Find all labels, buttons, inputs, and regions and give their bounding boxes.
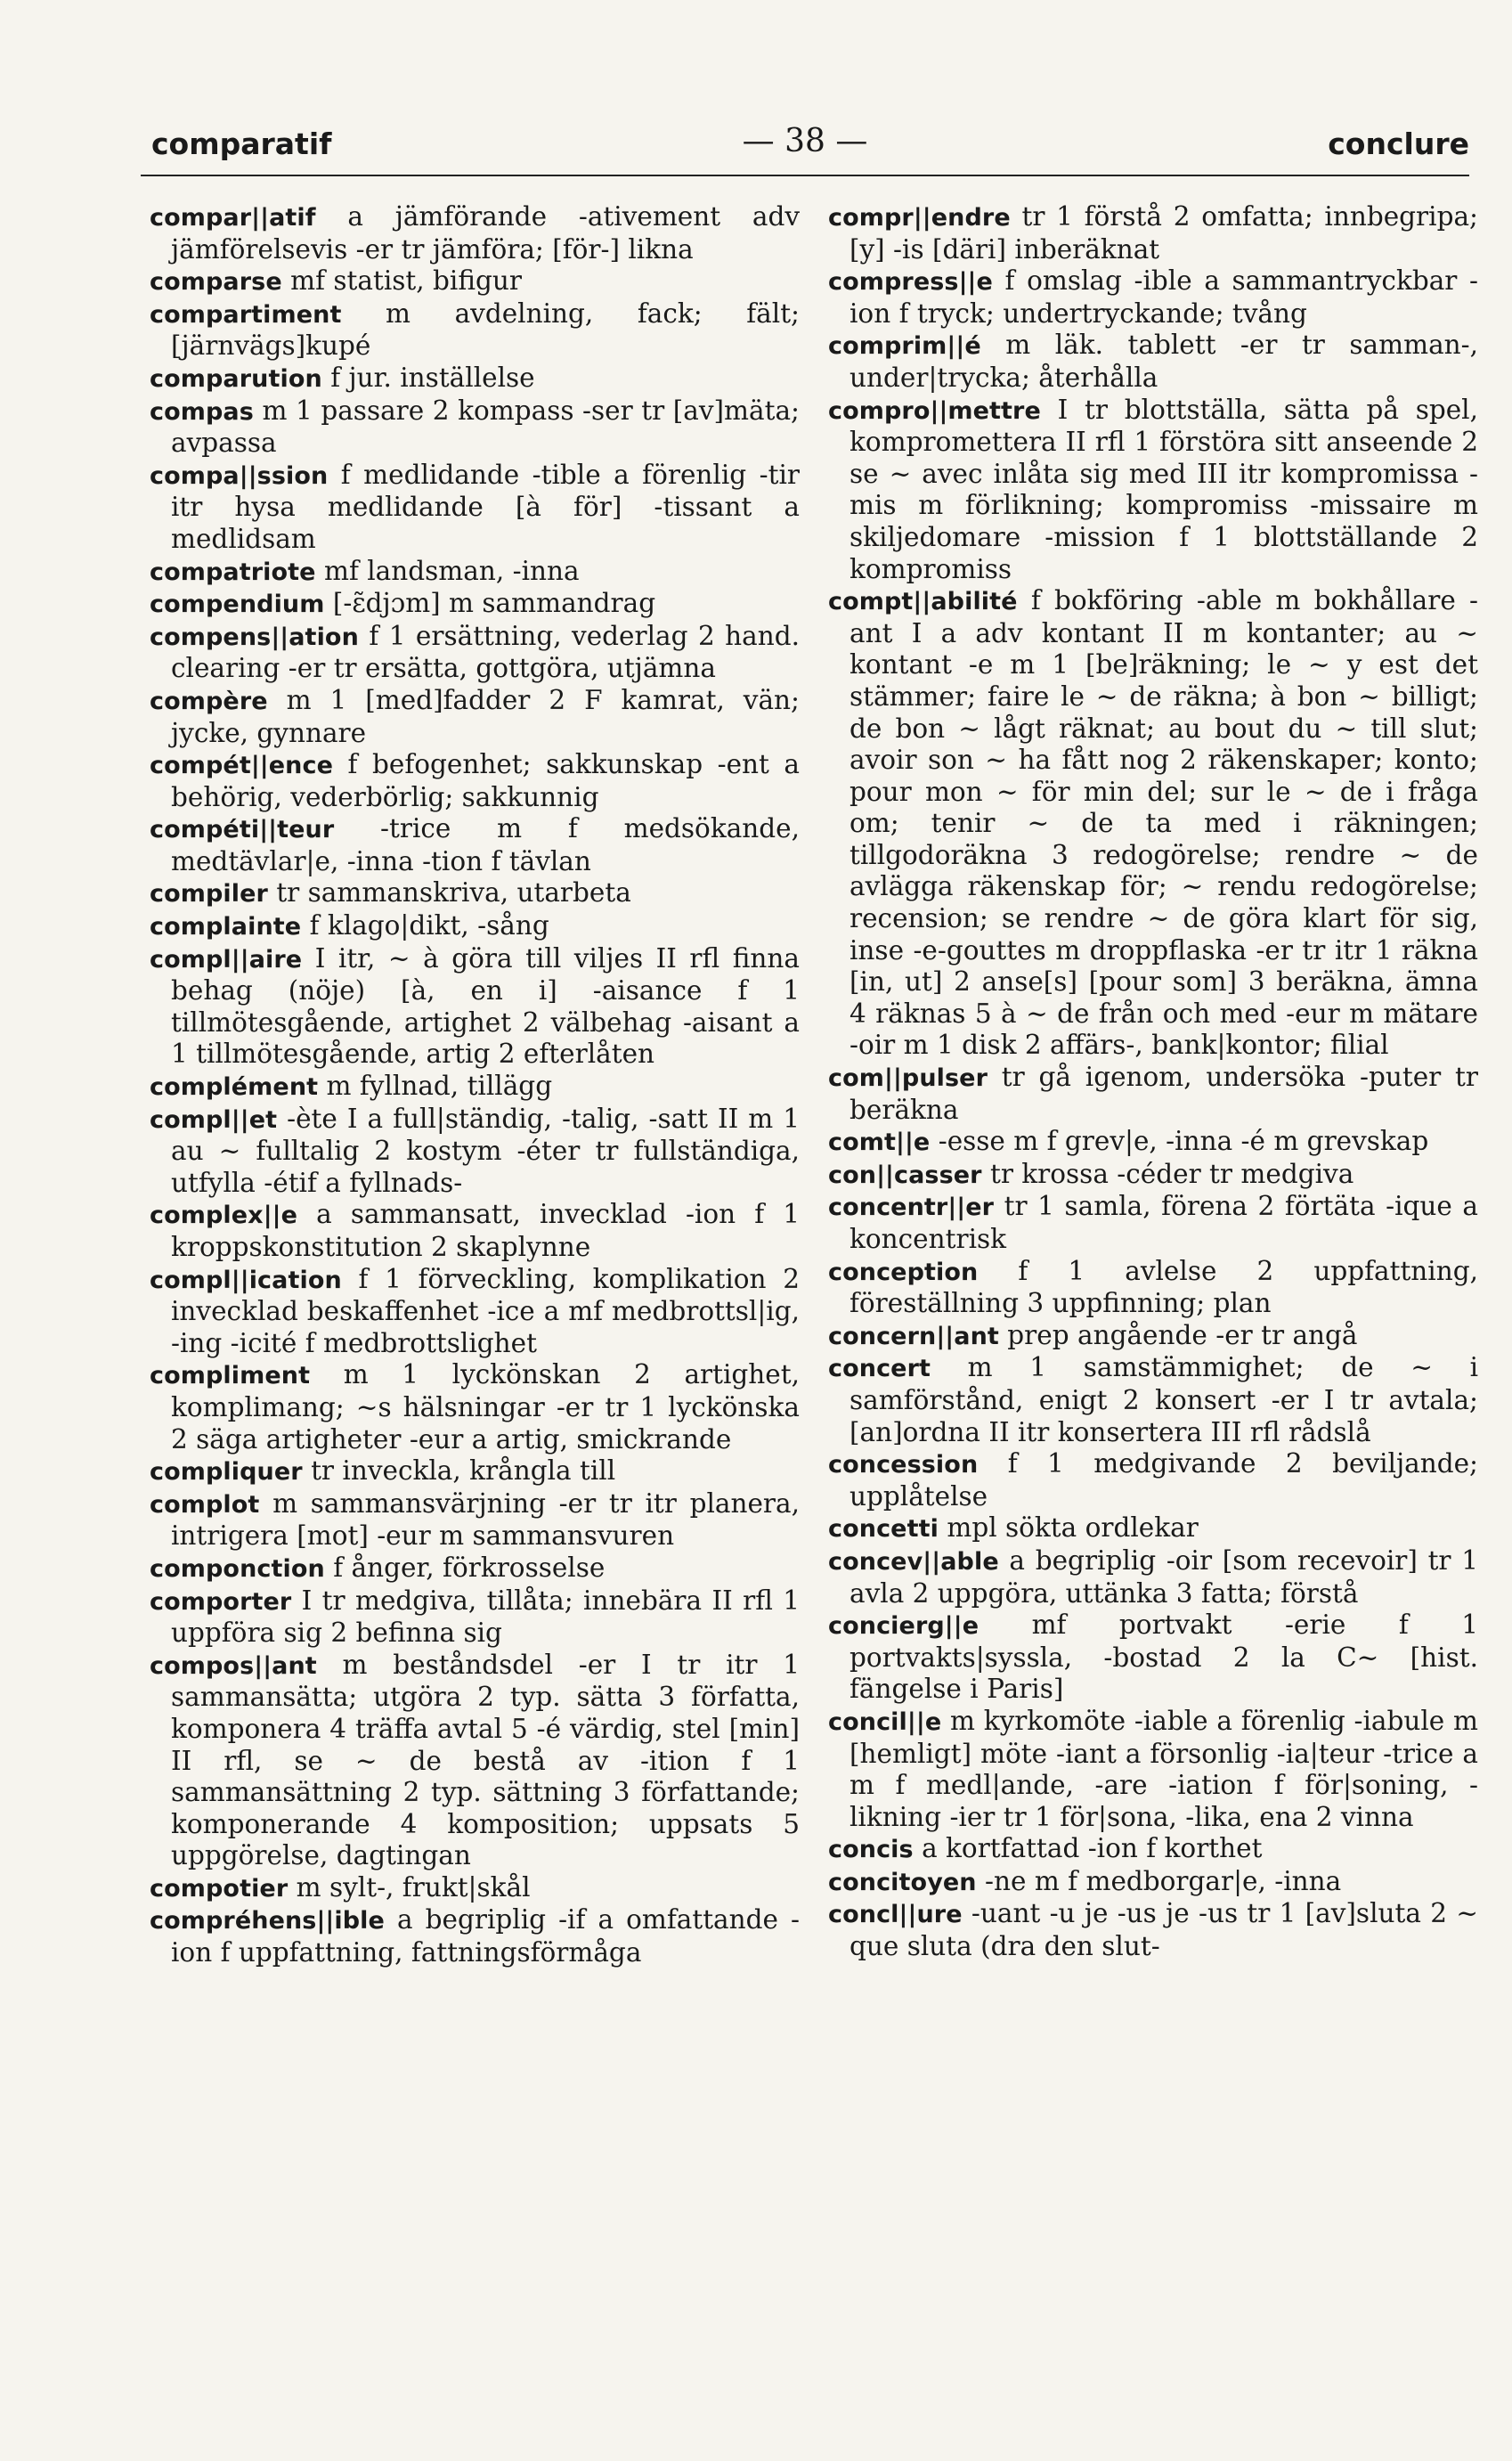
entry-headword: concern||ant [828, 1322, 999, 1350]
entry-headword: concis [828, 1836, 914, 1864]
entry-definition: m fyllnad, tillägg [318, 1071, 553, 1102]
entry-definition: f befogenhet; sakkunskap -ent a behörig, vederbörlig; sakkunnig [171, 749, 800, 812]
dictionary-entry [150, 1071, 800, 1104]
entry-headword: concentr||er [828, 1194, 995, 1222]
entry-headword: comt||e [828, 1129, 931, 1157]
dictionary-entry [828, 395, 1478, 586]
entry-headword: complot [150, 1490, 260, 1519]
entry-headword: comporter [150, 1587, 292, 1616]
header-last-word: conclure [1328, 126, 1469, 161]
dictionary-entry [150, 298, 800, 363]
entry-definition: m 1 samstämmighet; de ~ i samförstånd, enigt 2 konsert -er I tr avtala; [an]ordna II itr konsertera III rfl rådslå [849, 1352, 1478, 1447]
dictionary-entry [150, 943, 800, 1071]
entry-definition: mf statist, bifigur [281, 265, 522, 297]
dictionary-entry [150, 1904, 800, 1968]
dictionary-entry [150, 1872, 800, 1905]
dictionary-entry [828, 1320, 1478, 1353]
entry-headword: concierg||e [828, 1612, 980, 1641]
entry-definition: f jur. inställelse [321, 362, 535, 393]
entry-definition: m beståndsdel -er I tr itr 1 sammansätta; utgöra 2 typ. sätta 3 författa, komponera 4 träffa avtal 5 -é värdig, stel [min] II rfl, se ~ de bestå av -ition f 1 sammansättning 2 typ. sättning 3 författande; komponerande 4 komposition; uppsats 5 uppgörelse, dagtingan [171, 1649, 800, 1871]
dictionary-entry [828, 201, 1478, 265]
dictionary-entry [828, 1866, 1478, 1899]
dictionary-entry [828, 1191, 1478, 1255]
entry-headword: concl||ure [828, 1901, 963, 1929]
entry-headword: concitoyen [828, 1868, 977, 1896]
entry-definition: mpl sökta ordlekar [938, 1512, 1199, 1544]
entry-definition: f ånger, förkrosselse [324, 1552, 606, 1583]
page-header [141, 123, 1469, 167]
entry-headword: compl||aire [150, 945, 303, 974]
dictionary-entry [150, 1359, 800, 1455]
dictionary-entry [150, 1104, 800, 1200]
entry-definition: mf portvakt -erie f 1 portvakts|syssla, -bostad 2 la C~ [hist. fängelse i Paris] [849, 1609, 1478, 1705]
dictionary-entry [828, 1159, 1478, 1192]
entry-headword: compl||et [150, 1105, 278, 1134]
entry-headword: concil||e [828, 1707, 942, 1736]
entry-headword: compar||atif [150, 204, 316, 232]
dictionary-entry [828, 1512, 1478, 1545]
dictionary-entry [150, 1455, 800, 1488]
entry-headword: compt||abilité [828, 588, 1018, 616]
entry-headword: compa||ssion [150, 461, 329, 490]
entry-headword: compress||e [828, 268, 993, 297]
dictionary-entry [150, 685, 800, 749]
entry-definition: tr inveckla, krångla till [302, 1455, 616, 1487]
dictionary-entry [828, 330, 1478, 394]
entry-headword: compotier [150, 1874, 289, 1903]
entry-definition: mf landsman, -inna [315, 555, 580, 586]
entry-definition: f bokföring -able m bokhållare -ant I a adv kontant II m kontanter; au ~ kontant -e m 1 [be]räkning; le ~ y est det stämmer; faire le ~ de räkna; à bon ~ billigt; de bon ~ lågt räknat; au bout du ~ till slut; avoir son ~ ha fått nog 2 räkenskaper; konto; pour mon ~ för min del; sur le ~ de i fråga om; tenir ~ de ta med i räkningen; tillgodoräkna 3 redogörelse; rendre ~ de avlägga räkenskap för; ~ rendu redogörelse; recension; se rendre ~ de göra klart för sig, inse -e-gouttes m droppflaska -er tr itr 1 räkna [in, ut] 2 anse[s] [pour som] 3 beräkna, ämna 4 räknas 5 à ~ de från och med -eur m mätare -oir m 1 disk 2 affärs-, bank|kontor; filial [849, 585, 1478, 1061]
dictionary-entry [828, 1256, 1478, 1320]
entry-definition: f omslag -ible a sammantryckbar -ion f tryck; undertryckande; tvång [849, 265, 1478, 329]
entry-definition: [-ɛ̃djɔm] m sammandrag [324, 588, 656, 619]
entry-headword: compas [150, 397, 254, 426]
dictionary-entry [150, 363, 800, 395]
entry-headword: com||pulser [828, 1064, 988, 1093]
dictionary-entry [150, 1264, 800, 1360]
header-rule [141, 175, 1469, 176]
dictionary-entry [828, 1545, 1478, 1609]
dictionary-entry [150, 749, 800, 813]
dictionary-entry [828, 1706, 1478, 1833]
entry-headword: comparution [150, 364, 322, 393]
entry-definition: m sammansvärjning -er tr itr planera, intrigera [mot] -eur m sammansvuren [171, 1487, 800, 1552]
entry-definition: -esse m f grev|e, -inna -é m grevskap [930, 1126, 1429, 1157]
dictionary-entry [828, 1898, 1478, 1962]
entry-headword: concession [828, 1451, 979, 1479]
entry-headword: comprim||é [828, 332, 981, 361]
dictionary-entry [828, 1448, 1478, 1512]
entry-definition: -ne m f medborgar|e, -inna [976, 1865, 1342, 1896]
entry-headword: compréhens||ible [150, 1907, 385, 1935]
entry-headword: compr||endre [828, 204, 1011, 232]
dictionary-entry [150, 813, 800, 877]
entry-definition: m 1 lyckönskan 2 artighet, komplimang; ~s hälsningar -er tr 1 lyckönska 2 säga artigheter -eur a artig, smickrande [171, 1359, 800, 1455]
dictionary-entry [150, 460, 800, 556]
entry-definition: -uant -u je -us je -us tr 1 [av]sluta 2 ~ que sluta (dra den slut- [849, 1898, 1478, 1962]
entry-definition: f 1 förveckling, komplikation 2 invecklad beskaffenhet -ice a mf medbrottsl|ig, -ing -icité f medbrottslighet [171, 1263, 800, 1358]
entry-headword: compliment [150, 1362, 311, 1390]
dictionary-entry [150, 588, 800, 621]
page-number: — 38 — [742, 123, 868, 159]
dictionary-entry [150, 910, 800, 943]
entry-headword: compl||ication [150, 1266, 342, 1294]
dictionary-entry [150, 1199, 800, 1263]
entry-definition: prep angående -er tr angå [998, 1319, 1358, 1350]
dictionary-entry [828, 1833, 1478, 1866]
dictionary-entry [150, 1488, 800, 1552]
entry-headword: complainte [150, 913, 302, 941]
entry-definition: a begriplig -oir [som recevoir] tr 1 avla 2 uppgöra, uttänka 3 fatta; förstå [849, 1544, 1478, 1609]
dictionary-entry [150, 877, 800, 910]
entry-headword: con||casser [828, 1161, 982, 1189]
entry-headword: concev||able [828, 1547, 999, 1576]
entry-definition: a kortfattad -ion f korthet [913, 1833, 1263, 1864]
right-column [828, 201, 1478, 1963]
entry-definition: tr 1 förstå 2 omfatta; innbegripa; [y] -is [däri] inberäknat [849, 201, 1478, 265]
dictionary-entry [828, 1062, 1478, 1126]
entry-definition: f klago|dikt, -sång [301, 910, 549, 941]
entry-definition: m avdelning, fack; fält; [järnvägs]kupé [171, 297, 800, 362]
dictionary-entry [150, 556, 800, 589]
entry-headword: conception [828, 1258, 979, 1286]
entry-headword: compens||ation [150, 623, 359, 651]
dictionary-entry [828, 1609, 1478, 1706]
dictionary-entry [828, 1352, 1478, 1448]
entry-definition: m 1 passare 2 kompass -ser tr [av]mäta; avpassa [171, 395, 800, 459]
dictionary-entry [150, 395, 800, 460]
entry-definition: a sammansatt, invecklad -ion f 1 kroppskonstitution 2 skaplynne [171, 1199, 800, 1262]
dictionary-entry [150, 201, 800, 265]
entry-headword: compartiment [150, 300, 342, 329]
entry-headword: concetti [828, 1515, 939, 1544]
entry-definition: tr gå igenom, undersöka -puter tr beräkna [849, 1062, 1478, 1125]
entry-headword: compère [150, 687, 268, 715]
left-column [150, 201, 800, 1969]
entry-definition: f 1 medgivande 2 beviljande; upplåtelse [849, 1448, 1478, 1512]
entry-definition: -ète I a full|ständig, -talig, -satt II m 1 au ~ fulltalig 2 kostym -éter tr fullständiga, utfylla -étif a fyllnads- [171, 1103, 800, 1198]
entry-definition: tr sammanskriva, utarbeta [267, 877, 631, 909]
entry-headword: compét||ence [150, 752, 334, 780]
entry-headword: compliquer [150, 1458, 303, 1487]
entry-headword: comparse [150, 268, 282, 297]
entry-definition: I tr blottställa, sätta på spel, kompromettera II rfl 1 förstöra sitt anseende 2 se ~ avec inlåta sig med III itr kompromissa -mis m förlikning; kompromiss -missaire m skiljedomare -mission f 1 blottställande 2 kompromiss [849, 394, 1478, 584]
dictionary-entry [828, 265, 1478, 330]
entry-definition: I itr, ~ à göra till viljes II rfl finna behag (nöje) [à, en i] -aisance f 1 tillmötesgående, artighet 2 välbehag -aisant a 1 tillmötesgående, artig 2 efterlåten [171, 942, 800, 1070]
header-first-word: comparatif [151, 126, 332, 161]
entry-definition: m läk. tablett -er tr samman-, under|trycka; återhålla [849, 330, 1478, 393]
dictionary-entry [150, 1552, 800, 1585]
entry-definition: I tr medgiva, tillåta; innebära II rfl 1 uppföra sig 2 befinna sig [171, 1585, 800, 1649]
dictionary-entry [150, 265, 800, 298]
entry-headword: compro||mettre [828, 396, 1041, 425]
entry-headword: complément [150, 1073, 319, 1102]
dictionary-entry [150, 1585, 800, 1650]
entry-headword: componction [150, 1554, 325, 1583]
dictionary-entry [828, 585, 1478, 1062]
entry-definition: f 1 avlelse 2 uppfattning, föreställning 3 uppfinning; plan [849, 1255, 1478, 1319]
entry-definition: f medlidande -tible a förenlig -tir itr hysa medlidande [à för] -tissant a medlidsam [171, 459, 800, 554]
entry-headword: concert [828, 1355, 931, 1383]
entry-definition: f 1 ersättning, vederlag 2 hand. clearing -er tr ersätta, gottgöra, utjämna [171, 620, 800, 684]
entry-headword: compiler [150, 880, 268, 909]
entry-headword: compendium [150, 591, 325, 619]
entry-headword: complex||e [150, 1202, 298, 1230]
dictionary-entry [150, 621, 800, 685]
entry-definition: m 1 [med]fadder 2 F kamrat, vän; jycke, gynnare [171, 684, 800, 748]
entry-definition: -trice m f medsökande, medtävlar|e, -inna -tion f tävlan [171, 813, 800, 876]
entry-definition: m sylt-, frukt|skål [288, 1871, 531, 1903]
entry-definition: m kyrkomöte -iable a förenlig -iabule m [hemligt] möte -iant a försonlig -ia|teur -trice a m f medl|ande, -are -iation f för|soning, -likning -ier tr 1 för|sona, -lika, ena 2 vinna [849, 1705, 1478, 1832]
entry-definition: tr 1 samla, förena 2 förtäta -ique a koncentrisk [849, 1191, 1478, 1254]
dictionary-entry [828, 1126, 1478, 1159]
dictionary-entry [150, 1650, 800, 1872]
entry-headword: compatriote [150, 558, 316, 586]
entry-definition: a jämförande -ativement adv jämförelsevis -er tr jämföra; [för-] likna [171, 201, 800, 265]
entry-headword: compos||ant [150, 1651, 317, 1680]
entry-definition: a begriplig -if a omfattande -ion f uppfattning, fattningsförmåga [171, 1904, 800, 1968]
entry-headword: compéti||teur [150, 816, 335, 844]
entry-definition: tr krossa -céder tr medgiva [981, 1158, 1354, 1189]
